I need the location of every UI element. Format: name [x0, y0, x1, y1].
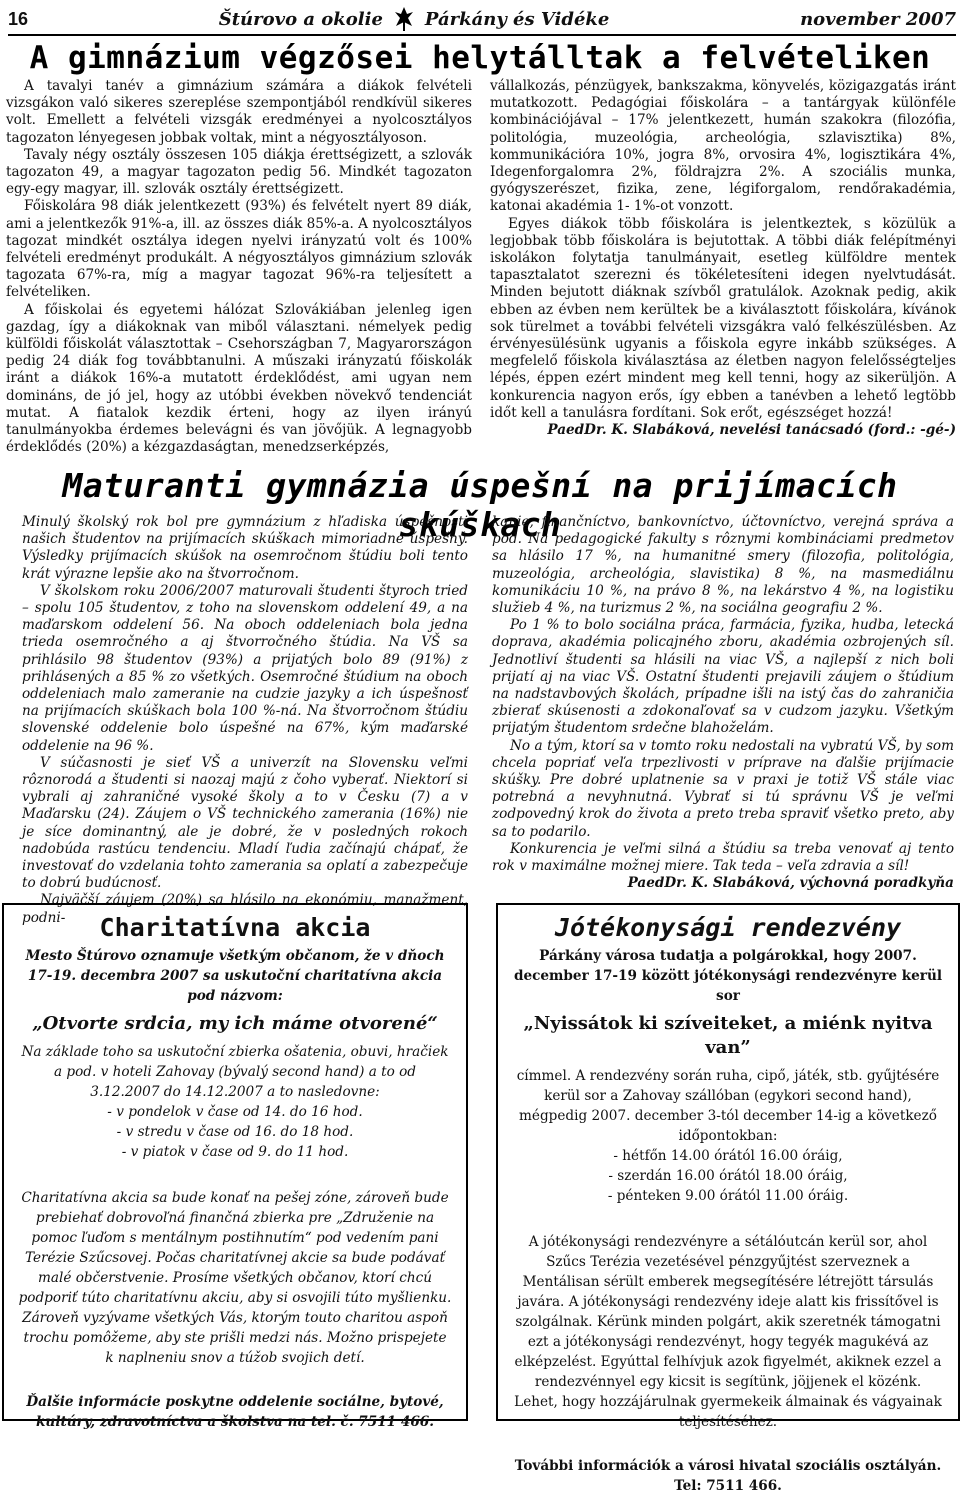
schedule-item: - v stredu v čase od 16. do 18 hod. — [116, 1124, 354, 1140]
charity-box-hu — [496, 903, 960, 1494]
paper-name-hu: Párkány és Vidéke — [424, 8, 610, 30]
masthead — [219, 6, 610, 32]
box-text: A jótékonysági rendezvényre a sétálóutcán kerül sor, ahol Szűcs Terézia vezetésével pénzgyűjtést szerveznek a Mentálisan sérült emberek megsegítésére létrejött társulás javára. A jótékonysági rendezvény ideje alatt kis frissítővel is szolgálnak. Kérünk minden polgárt, akik szeretnék támogatni ezt a jótékonysági rendezvényt, hogy tegyék magukévá az elképzelést. Egyúttal felhívjuk azok figyelmét, akiknek ezzel a rendezvénnyel egy kicsit is segítünk, jöjjenek el közénk. Lehet, hogy hozzájárulnak gyermekeik álmainak és vágyainak teljesítéséhez. — [514, 1234, 942, 1430]
author-signature: PaedDr. K. Slabáková, výchovná poradkyňa — [627, 875, 954, 892]
schedule-item: - hétfőn 14.00 órától 16.00 óráig, — [613, 1148, 843, 1164]
sk-article-title: Maturanti gymnázia úspešní na prijímacích skúškach — [62, 466, 898, 544]
box-motto: „Nyissátok ki szíveiteket, a miénk nyitva van” — [523, 1013, 933, 1058]
box-motto: „Otvorte srdcia, my ich máme otvorené“ — [32, 1013, 438, 1034]
sk-article-left-column — [22, 514, 468, 927]
schedule-item: - szerdán 16.00 órától 18.00 óráig, — [608, 1168, 848, 1184]
author-signature: PaedDr. K. Slabáková, nevelési tanácsadó (ford.: -gé-) — [547, 422, 956, 439]
paragraph: kanie, finančníctvo, bankovníctvo, účtovníctvo, verejná správa a pod. Na pedagogické fakulty s rôznymi kombináciami predmetov sa hlásilo 17 %, na humanitné smery (filozofia, politológia, muzeológia, archeológia, slavistika) 8 %, na masmediálnu komunikáciu 10 %, na právo 8 %, na lekárstvo 4 %, na logistiku služieb 4 %, na turizmus 2 %, na sociálna geografiu 2 %. — [492, 514, 954, 617]
paragraph: Konkurencia je veľmi silná a štúdiu sa treba venovať aj tento rok v maximálne možnej miere. Tak teda – veľa zdravia a síl! — [492, 840, 954, 875]
box-text: Na základe toho sa uskutoční zbierka ošatenia, obuvi, hračiek a pod. v hoteli Zahovay (bývalý second hand) a to od 3.12.2007 do 14.12.2007 a to nasledovne: — [21, 1044, 449, 1100]
box-body — [18, 946, 452, 1432]
paragraph: Főiskolára 98 diák jelentkezett (93%) és felvételt nyert 89 diák, ami a jelentkezők 91%-a, ill. az összes diák 85%-a. A nyolcosztályos tagozat mindkét osztálya idegen nyelvi irányzatú volt és 100% felvételi eredményt produkált. A négyosztályos gimnázium szlovák tagozata 67%-ra, míg a magyar tagozat 96%-ra teljesített a felvételiken. — [6, 198, 472, 301]
issue-date: november 2007 — [800, 8, 956, 30]
emblem-icon — [393, 6, 415, 32]
box-body — [512, 946, 944, 1496]
hu-article-right-column — [490, 78, 956, 439]
paragraph: Tavaly négy osztály összesen 105 diákja érettségizett, a szlovák tagozaton 49, a magyar tagozaton pedig 56. Mindkét tagozaton egy-egy magyar, ill. szlovák osztály érettségizett. — [6, 146, 472, 198]
charity-box-sk — [2, 903, 468, 1430]
box-title: Charitatívna akcia — [99, 913, 371, 942]
schedule-item: - v pondelok v čase od 14. do 16 hod. — [107, 1104, 363, 1120]
paragraph: vállalkozás, pénzügyek, bankszakma, könyvelés, közigazgatás iránt mutatkozott. Pedagógiai főiskolára – a tantárgyak különféle kombinációjával – 17% jelentkezett, humán szakokra (filozófia, politológia, muzeológia, archeológia, szlavisztika) 8%, kommunikációra 10%, jogra 8%, orvosira 4%, logisztikára 4%, Idegenforgalomra 2%, földrajzra 2%. A szociális munka, gyógyszerészet, fizika, zene, légiforgalom, rendőrakadémia, katonai akadémia 1- 1%-ot vonzott. — [490, 78, 956, 215]
paragraph: V súčasnosti je sieť VŠ a univerzít na Slovensku veľmi rôznorodá a študenti si naozaj majú z čoho vyberať. Niektorí si vybrali aj zahraničné vysoké školy a to v Česku (7) a v Maďarsku (24). Záujem o VŠ technického zamerania (16%) nie je síce dominantný, ale je dobré, že v posledných rokoch nadobúda rastúcu tendenciu. Mladí ľudia začínajú chápať, že investovať do vzdelania tohto zamerania sa oplatí a zabezpečuje to dobrú budúcnosť. — [22, 754, 468, 892]
box-text: címmel. A rendezvény során ruha, cipő, játék, stb. gyűjtésére kerül sor a Zahovay szállóban (egykori second hand), mégpedig 2007. december 3-tól december 14-ig a következő időpontokban: — [516, 1068, 940, 1144]
box-footer: További információk a városi hivatal szociális osztályán. Tel: 7511 466. — [514, 1458, 942, 1494]
paragraph: Minulý školský rok bol pre gymnázium z hľadiska úspešnosti našich študentov na prijímacích skúškach mimoriadne úspešný. Výsledky prijímacích skúšok na osemročnom štúdiu boli tento krát výrazne lepšie ako na štvorročnom. — [22, 514, 468, 582]
paragraph: Egyes diákok több főiskolára is jelentkeztek, s közülük a legjobbak több főiskolára is bejutottak. A többi diák felépítményi iskolákon folytatja tanulmányait, esetleg külföldre mentek tapasztalatot szerezni és tökéletesíteni idegen nyelvtudását. Minden bejutott diáknak szívből gratulálok. Azoknak pedig, akik ebben az évben nem kerültek be a kiválasztott főiskolára, kívánok sok türelmet a további felvételi vizsgákra való felkészülésben. Az érvényesülésünk ugyanis a főiskola egyre inkább szükséges. A megfelelő főiskola kiválasztása az életben nagyon felelősségteljes lépés, éppen ezért mindent meg kell tenni, hogy az sikerüljön. A konkurencia nagyon erős, így ebben a tanévben a lehető legtöbb időt kell a tanulásra fordítani. Sok erőt, egészséget hozzá! — [490, 215, 956, 421]
paragraph: No a tým, ktorí sa v tomto roku nedostali na vybratú VŠ, by som chcela popriať veľa trpezlivosti v príprave na ďalšie prijímacie skúšky. Pre dobré uplatnenie sa v praxi je totiž VŠ stále viac potrebná a nevyhnutná. Vybrať si tú správnu VŠ je veľmi zodpovedný krok do života a preto treba spraviť všetko preto, aby sa to podarilo. — [492, 737, 954, 840]
page-header — [8, 4, 956, 36]
paragraph: V školskom roku 2006/2007 maturovali študenti štyroch tried – spolu 105 študentov, z toho na slovenskom oddelení 49, a na maďarskom oddelení 56. Na oboch oddeleniach bola jedna trieda osemročného a aj štvorročného štúdia. Na VŠ sa prihlásilo 98 študentov (93%) a prijatých bolo 89 (91%) z prihlásených a 85 % zo všetkých. Osemročné štúdium na oboch oddeleniach malo zameranie na cudzie jazyky a ich úspešnosť na prijímacích skúškach bola 100 %-ná. Na štvorročnom štúdiu slovenské oddelenie bolo úspešné na 67%, kým maďarské oddelenie na 96 %. — [22, 582, 468, 754]
paragraph: Po 1 % to bolo sociálna práca, farmácia, fyzika, hudba, letecká doprava, akadémia policajného zboru, akadémia ozbrojených síl. Jednotliví študenti sa hlásili na viac VŠ, a najlepší z nich boli prijatí aj na viac VŠ. Ostatní študenti prejavili záujem o štúdium na nadstavbových školách, prípadne išli na istý čas do zahraničia zbierať skúsenosti a zdokonaľovať sa v cudzom jazyku. Všetkým prijatým študentom srdečne blahoželám. — [492, 617, 954, 737]
box-title: Jótékonysági rendezvény — [554, 913, 902, 942]
paragraph: A tavalyi tanév a gimnázium számára a diákok felvételi vizsgákon való sikeres szereplése szempontjából rendkívül sikeres volt. Emellett a felvételi vizsgák eredményei a nyolcosztályos tagozaton lényegesen jobbak voltak, mint a négyosztályoson. — [6, 78, 472, 146]
schedule-item: - pénteken 9.00 órától 11.00 óráig. — [607, 1188, 849, 1204]
box-footer: Ďalšie informácie poskytne oddelenie sociálne, bytové, kultúry, zdravotníctva a školstva na tel. č. 7511 466. — [26, 1394, 444, 1430]
sk-article-right-column — [492, 514, 954, 892]
box-intro: Párkány városa tudatja a polgárokkal, hogy 2007. december 17-19 között jótékonysági rendezvényre kerül sor — [513, 948, 943, 1004]
box-intro: Mesto Štúrovo oznamuje všetkým občanom, že v dňoch 17-19. decembra 2007 sa uskutoční charitatívna akcia pod názvom: — [25, 948, 445, 1004]
schedule-item: - v piatok v čase od 9. do 11 hod. — [121, 1144, 349, 1160]
paragraph: Najväčší záujem (20%) sa hlásilo na ekonómiu, manažment, podni- — [22, 892, 468, 926]
box-text: Charitatívna akcia sa bude konať na pešej zóne, zároveň bude prebiehať dobrovoľná finančná zbierka pre „Združenie na pomoc ľuďom s mentálnym postihnutím“ pod vedením pani Terézie Szűcsovej. Počas charitatívnej akcie sa bude podávať malé občerstvenie. Prosíme všetkých občanov, ktorí chcú podporiť túto charitatívnu akciu, aby si osvojili túto myšlienku. Zároveň vyzývame všetkých Vás, ktorým touto charitou aspoň trochu pomôžeme, aby ste prišli medzi nás. Možno prispejete k naplneniu snov a túžob svojich detí. — [18, 1190, 452, 1366]
page-number: 16 — [8, 8, 29, 29]
paragraph: A főiskolai és egyetemi hálózat Szlovákiában jelenleg igen gazdag, így a diákoknak van miből választani. némelyek pedig külföldi főiskolát választottak – Csehországban 7, Magyarországon pedig 24 diák fog továbbtanulni. A műszaki irányzatú főiskolák iránt a diákok 16%-a mutatott érdeklődést, ami ugyan nem domináns, de jó jel, hogy az utóbbi években növekvő tendenciát mutat. A fiatalok kezdik érteni, hogy az ilyen irányú tanulmányokba érdemes belevágni és van jövőjük. A legnagyobb érdeklődés (20%) a kézgazdaságtan, menedzserképzés, — [6, 301, 472, 456]
hu-article-title: A gimnázium végzősei helytálltak a felvételiken — [29, 40, 931, 76]
paper-name-sk: Štúrovo a okolie — [218, 8, 383, 30]
hu-article-left-column — [6, 78, 472, 456]
